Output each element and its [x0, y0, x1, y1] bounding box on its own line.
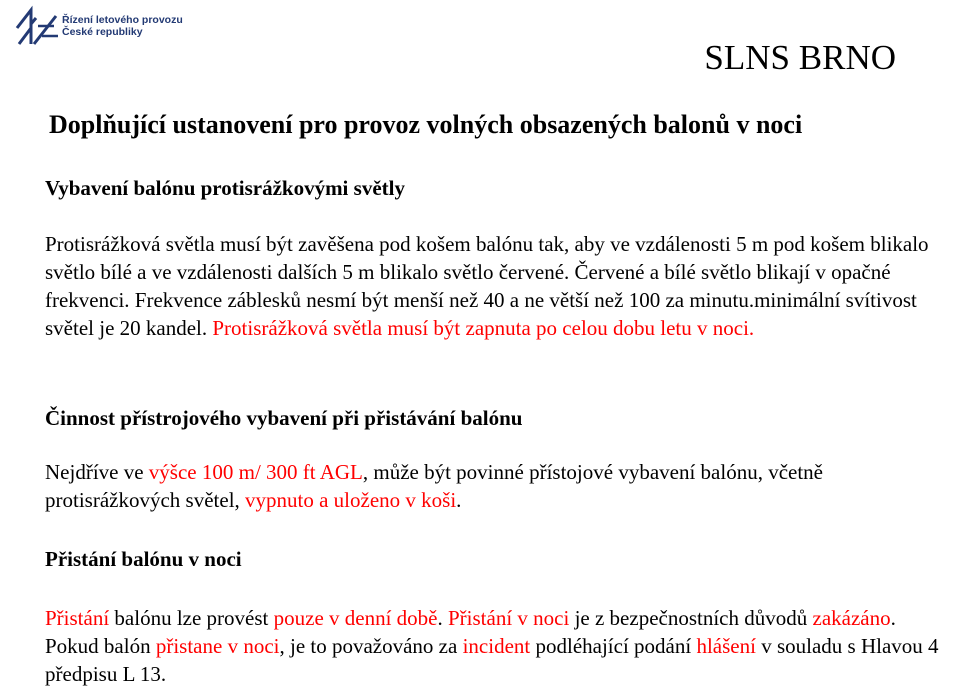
body-text: , je to považováno za	[279, 634, 463, 658]
section-body-night-landing	[45, 604, 945, 688]
highlighted-text: zakázáno	[812, 606, 891, 630]
page-title: Doplňující ustanovení pro provoz volných obsazených balonů v noci	[49, 110, 803, 139]
body-text: balónu lze provést	[109, 606, 274, 630]
logo-line-2: České republiky	[62, 26, 143, 38]
logo-text	[62, 14, 183, 38]
body-text: podléhající podání	[530, 634, 697, 658]
body-text: Protisrážková světla musí být zavěšena pod košem balónu tak, aby ve vzdálenosti 5 m pod košem blikalo světlo bílé a ve vzdálenosti dalších 5 m blikalo světlo červené. Červené a bílé světlo blikají v opačné frekvenci. Frekvence záblesků nesmí být menší než 40 a ne větší než 100 za minutu.minimální svítivost světel je 20 kandel.	[45, 232, 929, 340]
highlighted-text: hlášení	[696, 634, 756, 658]
highlighted-text: pouze v denní době	[273, 606, 438, 630]
body-text: , může být povinné přístojové vybavení balónu, včetně protisrážkových světel,	[45, 460, 823, 512]
rlp-logo-icon	[14, 4, 60, 48]
slns-title: SLNS BRNO	[704, 38, 896, 77]
section-heading-night-landing: Přistání balónu v noci	[45, 547, 242, 571]
body-text: .	[456, 488, 462, 512]
highlighted-text: Přistání	[45, 606, 110, 630]
highlighted-text: Přistání v noci	[448, 606, 570, 630]
section-body-instruments	[45, 458, 945, 514]
body-text: . Pokud balón	[45, 606, 896, 658]
rlp-logo	[14, 4, 204, 50]
body-text: v souladu s Hlavou 4 předpisu L 13.	[45, 634, 939, 686]
logo-line-1: Řízení letového provozu	[62, 14, 183, 26]
section-heading-lights: Vybavení balónu protisrážkovými světly	[45, 176, 405, 200]
highlighted-text: Protisrážková světla musí být zapnuta po celou dobu letu v noci.	[212, 316, 755, 340]
section-heading-instruments: Činnost přístrojového vybavení při přistávání balónu	[45, 406, 523, 430]
highlighted-text: vypnuto a uloženo v koši	[245, 488, 457, 512]
highlighted-text: přistane v noci	[155, 634, 280, 658]
body-text: je z bezpečnostních důvodů	[569, 606, 813, 630]
highlighted-text: incident	[462, 634, 531, 658]
body-text: .	[437, 606, 448, 630]
highlighted-text: výšce 100 m/ 300 ft AGL	[148, 460, 363, 484]
section-body-lights	[45, 230, 945, 342]
body-text: Nejdříve ve	[45, 460, 149, 484]
